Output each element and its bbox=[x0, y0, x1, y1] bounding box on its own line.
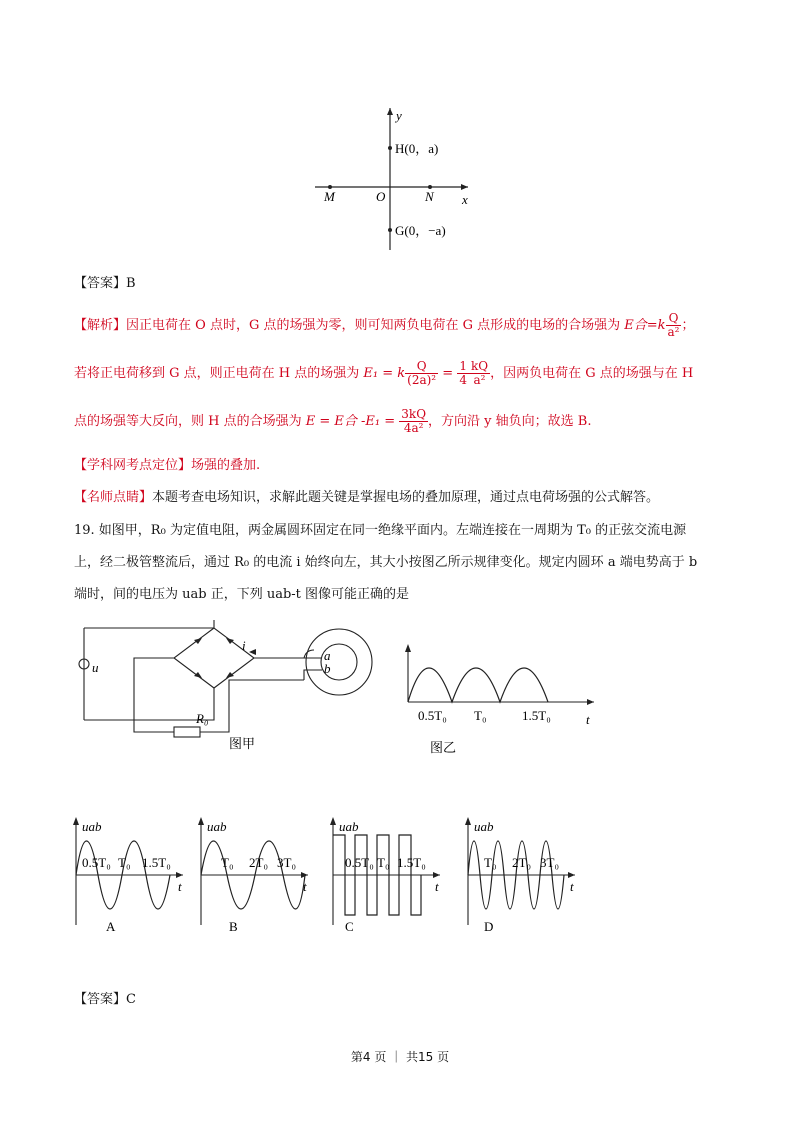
q19-line1: 19. 如图甲，R₀ 为定值电阻，两金属圆环固定在同一绝缘平面内。左端连接在一周期为 T₀ 的正弦交流电源 bbox=[74, 523, 687, 538]
svg-text:T₀: T₀ bbox=[118, 855, 131, 870]
u-label: u bbox=[92, 660, 99, 675]
q19-line2: 上，经二极管整流后，通过 R₀ 的电流 i 始终向左，其大小按图乙所示规律变化。规定内圆环 a 端电势高于 b bbox=[74, 555, 698, 570]
tick-1.5T0: 1.5T₀ bbox=[522, 708, 551, 723]
svg-text:t: t bbox=[303, 879, 307, 894]
analysis-l1-eq: E合=k bbox=[624, 318, 666, 333]
page-footer: 第4 页 ｜ 共15 页 bbox=[350, 1050, 450, 1064]
H-label: H(0，a) bbox=[395, 141, 439, 156]
kaodian-text: 场强的叠加. bbox=[191, 458, 261, 473]
circuit-diagram bbox=[74, 620, 394, 760]
analysis-l1-text: 因正电荷在 O 点时，G 点的场强为零，则可知两负电荷在 G 点形成的电场的合场强为 bbox=[126, 318, 621, 333]
option-graph-B bbox=[193, 815, 318, 937]
analysis-l3-eq: E = E合 -E₁ = bbox=[305, 414, 396, 429]
q18-analysis-line1: 【解析】因正电荷在 O 点时，G 点的场强为零，则可知两负电荷在 G 点形成的电场的合场强为 E合=k $\frac{Q}{\text{a²}}$ ； bbox=[74, 311, 695, 339]
svg-text:T₀: T₀ bbox=[221, 855, 234, 870]
q18-answer: 【答案】B bbox=[74, 276, 136, 291]
q18-kaodian bbox=[74, 456, 260, 476]
y-label: y bbox=[396, 108, 402, 123]
option-letter-D: D bbox=[484, 919, 494, 934]
rectified-curve bbox=[408, 668, 548, 702]
fraction: $\frac{kQ}{\text{a²}}$ bbox=[470, 359, 489, 387]
tick-T0: T₀ bbox=[474, 708, 487, 723]
analysis-l3-text: 点的场强等大反向，则 H 点的合场强为 bbox=[74, 414, 302, 429]
R0-label: R₀ bbox=[196, 711, 209, 726]
q18-mingshi bbox=[74, 488, 659, 508]
svg-text:T₀: T₀ bbox=[484, 855, 497, 870]
b-label: b bbox=[324, 661, 331, 676]
option-letter-A: A bbox=[106, 919, 116, 934]
fraction: $\frac{Q}{\text{(2a)²}}$ bbox=[407, 359, 437, 387]
mingshi-tag: 【名师点睛】 bbox=[74, 490, 153, 505]
option-graph-A bbox=[68, 815, 193, 937]
option-graph-C bbox=[325, 815, 450, 937]
svg-text:1.5T₀: 1.5T₀ bbox=[397, 855, 426, 870]
svg-text:2T₀: 2T₀ bbox=[512, 855, 531, 870]
svg-text:uab: uab bbox=[474, 819, 494, 834]
q19-answer: 【答案】C bbox=[74, 992, 136, 1007]
point-G bbox=[388, 228, 392, 232]
caption-yi: 图乙 bbox=[430, 740, 457, 755]
svg-text:0.5T₀: 0.5T₀ bbox=[345, 855, 374, 870]
analysis-tag: 【解析】 bbox=[74, 318, 127, 333]
svg-text:uab: uab bbox=[339, 819, 359, 834]
x-axis-arrow bbox=[461, 184, 468, 190]
q18-analysis-line3: 点的场强等大反向，则 H 点的合场强为 E = E合 -E₁ = $\frac{3kQ}{\text{4a²}}$ ，方向沿 y 轴负向；故选 B. bbox=[74, 407, 592, 435]
G-label: G(0，−a) bbox=[395, 223, 446, 238]
svg-text:uab: uab bbox=[82, 819, 102, 834]
point-H bbox=[388, 146, 392, 150]
svg-text:0.5T₀: 0.5T₀ bbox=[82, 855, 111, 870]
fraction: $\frac{Q}{\text{a²}}$ bbox=[667, 311, 680, 339]
y-axis-arrow bbox=[387, 108, 393, 115]
O-label: O bbox=[376, 189, 386, 204]
analysis-l2-eq: E₁ = k bbox=[363, 366, 406, 381]
svg-text:t: t bbox=[570, 879, 574, 894]
svg-text:3T₀: 3T₀ bbox=[277, 855, 296, 870]
a-label: a bbox=[324, 648, 331, 663]
x-label: x bbox=[462, 192, 468, 207]
mingshi-text: 本题考查电场知识，求解此题关键是掌握电场的叠加原理，通过点电荷场强的公式解答。 bbox=[152, 490, 660, 505]
svg-text:1.5T₀: 1.5T₀ bbox=[142, 855, 171, 870]
svg-text:T₀: T₀ bbox=[377, 855, 390, 870]
svg-text:uab: uab bbox=[207, 819, 227, 834]
svg-text:3T₀: 3T₀ bbox=[540, 855, 559, 870]
fraction: $\frac{1}{4}$ bbox=[459, 359, 467, 387]
tick-0.5T0: 0.5T₀ bbox=[418, 708, 447, 723]
option-letter-C: C bbox=[345, 919, 354, 934]
option-graph-D bbox=[460, 815, 585, 937]
t-axis-label: t bbox=[586, 712, 590, 727]
option-letter-B: B bbox=[229, 919, 238, 934]
q19-line3: 端时，间的电压为 uab 正，下列 uab-t 图像可能正确的是 bbox=[74, 587, 410, 602]
kaodian-tag: 【学科网考点定位】 bbox=[74, 458, 192, 473]
M-label: M bbox=[324, 189, 335, 204]
analysis-l2-text: 若将正电荷移到 G 点，则正电荷在 H 点的场强为 bbox=[74, 366, 360, 381]
svg-text:t: t bbox=[435, 879, 439, 894]
svg-text:t: t bbox=[178, 879, 182, 894]
N-label: N bbox=[425, 189, 434, 204]
svg-text:2T₀: 2T₀ bbox=[249, 855, 268, 870]
coordinate-figure bbox=[300, 100, 490, 260]
current-graph bbox=[402, 640, 602, 770]
fraction: $\frac{3kQ}{\text{4a²}}$ bbox=[401, 407, 427, 435]
caption-jia: 图甲 bbox=[229, 736, 256, 751]
q18-analysis-line2: 若将正电荷移到 G 点，则正电荷在 H 点的场强为 E₁ = k $\frac{Q}{\text{(2a)²}}$ = $\frac{1}{4}$ $\frac{kQ}{\text{a²}}$ ，因两负电荷在 G 点的场强与在 H bbox=[74, 359, 694, 387]
i-label: i bbox=[242, 638, 246, 653]
